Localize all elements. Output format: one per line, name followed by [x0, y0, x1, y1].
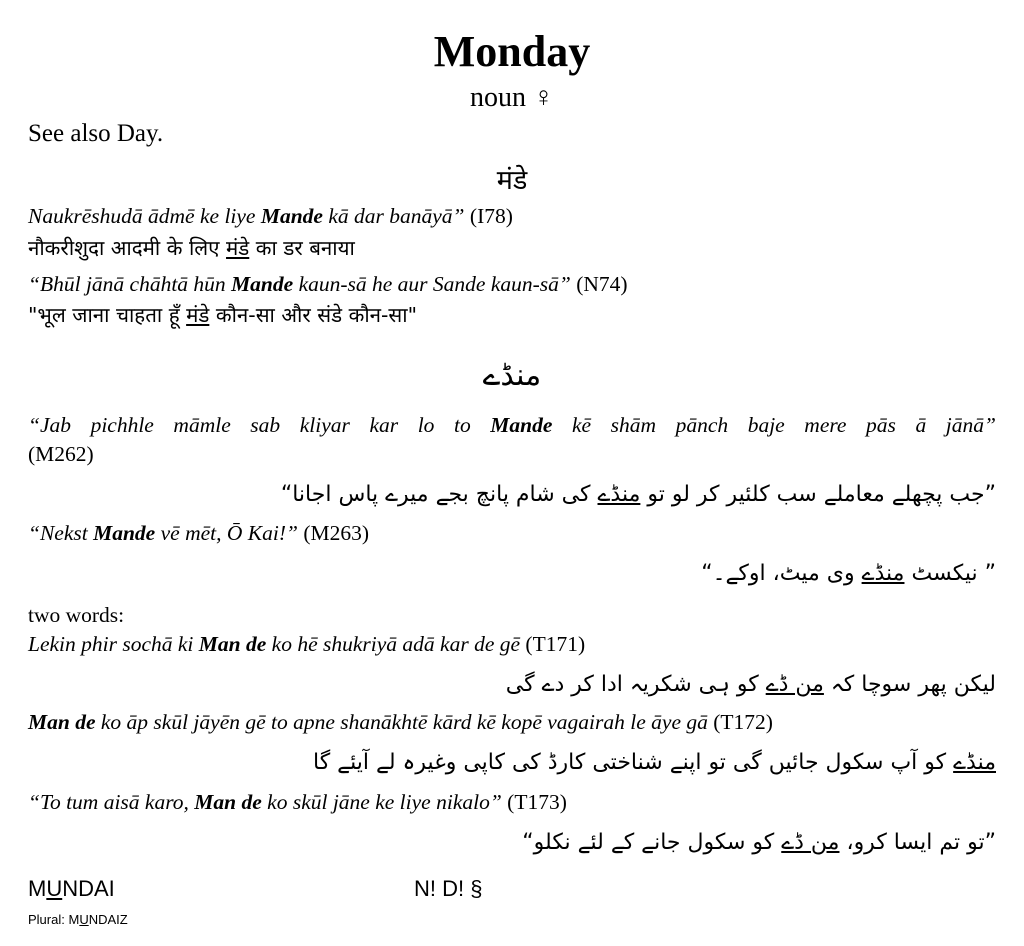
- urdu-heading: منڈے: [482, 358, 542, 393]
- part-of-speech: noun ♀: [470, 82, 554, 113]
- example-reference: (M262): [28, 442, 94, 466]
- example-hindi: नौकरीशुदा आदमी के लिए मंडे का डर बनाया: [28, 236, 355, 260]
- see-also: See also Day.: [28, 120, 164, 147]
- example-urdu: لیکن پھر سوچا کہ من ڈے کو ہی شکریہ ادا کر دے گی: [505, 672, 996, 697]
- example-romanized: Lekin phir sochā ki Man de ko hē shukriyā adā kar de gē (T171): [28, 632, 586, 656]
- example-urdu: منڈے کو آپ سکول جائیں گی تو اپنے شناختی کارڈ کی کاپی وغیرہ لے آیئے گا: [313, 750, 996, 775]
- example-urdu: ”تو تم ایسا کرو، من ڈے کو سکول جانے کے لئے نکلو“: [522, 830, 996, 855]
- usage-flags: N! D! §: [414, 876, 483, 901]
- plural-form: Plural: MUNDAIZ: [28, 912, 128, 927]
- pronunciation-word: MUNDAI: [28, 876, 115, 901]
- example-romanized: “Jab pichhle māmle sab kliyar kar lo to Mande kē shām pānch baje mere pās ā jānā”: [28, 413, 996, 437]
- example-romanized: Man de ko āp skūl jāyēn gē to apne shanākhtē kārd kē kopē vagairah le āye gā (T172): [28, 710, 773, 734]
- example-romanized: “Nekst Mande vē mēt, Ō Kai!” (M263): [28, 521, 370, 545]
- entry-title: Monday: [433, 27, 591, 76]
- example-romanized: “Bhūl jānā chāhtā hūn Mande kaun-sā he aur Sande kaun-sā” (N74): [28, 272, 628, 296]
- example-romanized: “To tum aisā karo, Man de ko skūl jāne ke liye nikalo” (T173): [28, 790, 567, 814]
- hindi-heading: मंडे: [496, 165, 528, 196]
- example-romanized: Naukrēshudā ādmē ke liye Mande kā dar banāyā” (I78): [28, 204, 513, 228]
- example-urdu: ” نیکسٹ منڈے وی میٹ، اوکے۔“: [701, 561, 996, 586]
- two-words-label: two words:: [28, 603, 125, 627]
- example-urdu: ”جب پچھلے معاملے سب کلئیر کر لو تو منڈے کی شام پانچ بجے میرے پاس اجانا“: [280, 482, 996, 507]
- example-hindi: "भूल जाना चाहता हूँ मंडे कौन-सा और संडे कौन-सा": [28, 303, 418, 327]
